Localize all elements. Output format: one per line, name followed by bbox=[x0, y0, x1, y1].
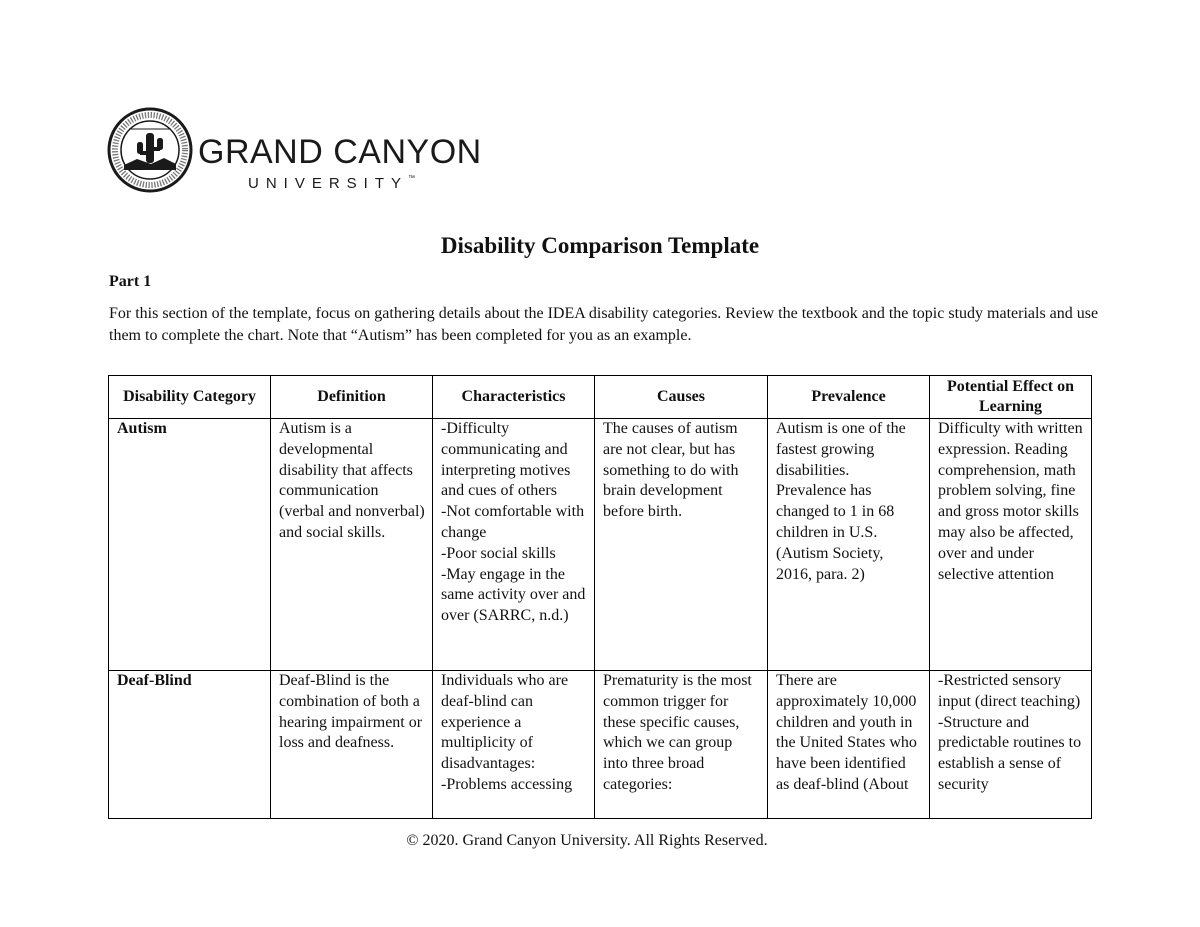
causes-cell: The causes of autism are not clear, but has something to do with brain development before birth. bbox=[595, 419, 768, 671]
university-seal-icon bbox=[107, 107, 193, 193]
category-text: Deaf-Blind bbox=[117, 672, 192, 689]
header-characteristics: Characteristics bbox=[433, 376, 595, 419]
characteristics-cell: -Difficulty communicating and interpreting motives and cues of others -Not comfortable with change -Poor social skills -May engage in the same activity over and over (SARRC, n.d.) bbox=[433, 419, 595, 671]
copyright-footer: © 2020. Grand Canyon University. All Rights Reserved. bbox=[406, 832, 768, 849]
header-disability-category: Disability Category bbox=[109, 376, 271, 419]
table-header-row bbox=[109, 376, 1092, 419]
definition-text: Deaf-Blind is the combination of both a hearing impairment or loss and deafness. bbox=[279, 672, 423, 752]
header-causes: Causes bbox=[595, 376, 768, 419]
definition-cell bbox=[271, 671, 433, 819]
effect-cell: Difficulty with written expression. Reading comprehension, math problem solving, fine and gross motor skills may also be affected, over and under selective attention bbox=[930, 419, 1092, 671]
table-row bbox=[109, 419, 1092, 671]
university-logo bbox=[107, 107, 487, 199]
characteristics-text: Individuals who are deaf-blind can experience a multiplicity of disadvantages: -Problems accessing bbox=[441, 672, 573, 793]
logo-name-line2: UNIVERSITY™ bbox=[248, 175, 416, 192]
causes-cell bbox=[595, 671, 768, 819]
document-title: Disability Comparison Template bbox=[440, 233, 760, 258]
part-heading: Part 1 bbox=[109, 273, 152, 290]
category-cell: Autism bbox=[109, 419, 271, 671]
causes-text: Prematurity is the most common trigger for these specific causes, which we can group into three broad categories: bbox=[603, 672, 752, 793]
prevalence-cell bbox=[768, 671, 930, 819]
logo-name-line1: GRAND CANYON bbox=[198, 133, 482, 171]
header-potential-effect: Potential Effect on Learning bbox=[930, 376, 1092, 419]
characteristics-cell bbox=[433, 671, 595, 819]
effect-text: -Restricted sensory input (direct teaching) -Structure and predictable routines to establish a sense of security bbox=[938, 672, 1082, 793]
disability-comparison-table bbox=[108, 375, 1092, 819]
prevalence-cell: Autism is one of the fastest growing disabilities. Prevalence has changed to 1 in 68 children in U.S. (Autism Society, 2016, para. 2) bbox=[768, 419, 930, 671]
header-definition: Definition bbox=[271, 376, 433, 419]
definition-cell: Autism is a developmental disability that affects communication (verbal and nonverbal) and social skills. bbox=[271, 419, 433, 671]
instructions-paragraph: For this section of the template, focus on gathering details about the IDEA disability categories. Review the textbook and the topic study materials and use them to complete the chart. Note that “Autism” has been completed for you as an example. bbox=[109, 305, 1099, 344]
table-row bbox=[109, 671, 1092, 819]
category-cell bbox=[109, 671, 271, 819]
prevalence-text: There are approximately 10,000 children and youth in the United States who have been identified as deaf-blind (About bbox=[776, 672, 917, 793]
effect-cell bbox=[930, 671, 1092, 819]
header-prevalence: Prevalence bbox=[768, 376, 930, 419]
